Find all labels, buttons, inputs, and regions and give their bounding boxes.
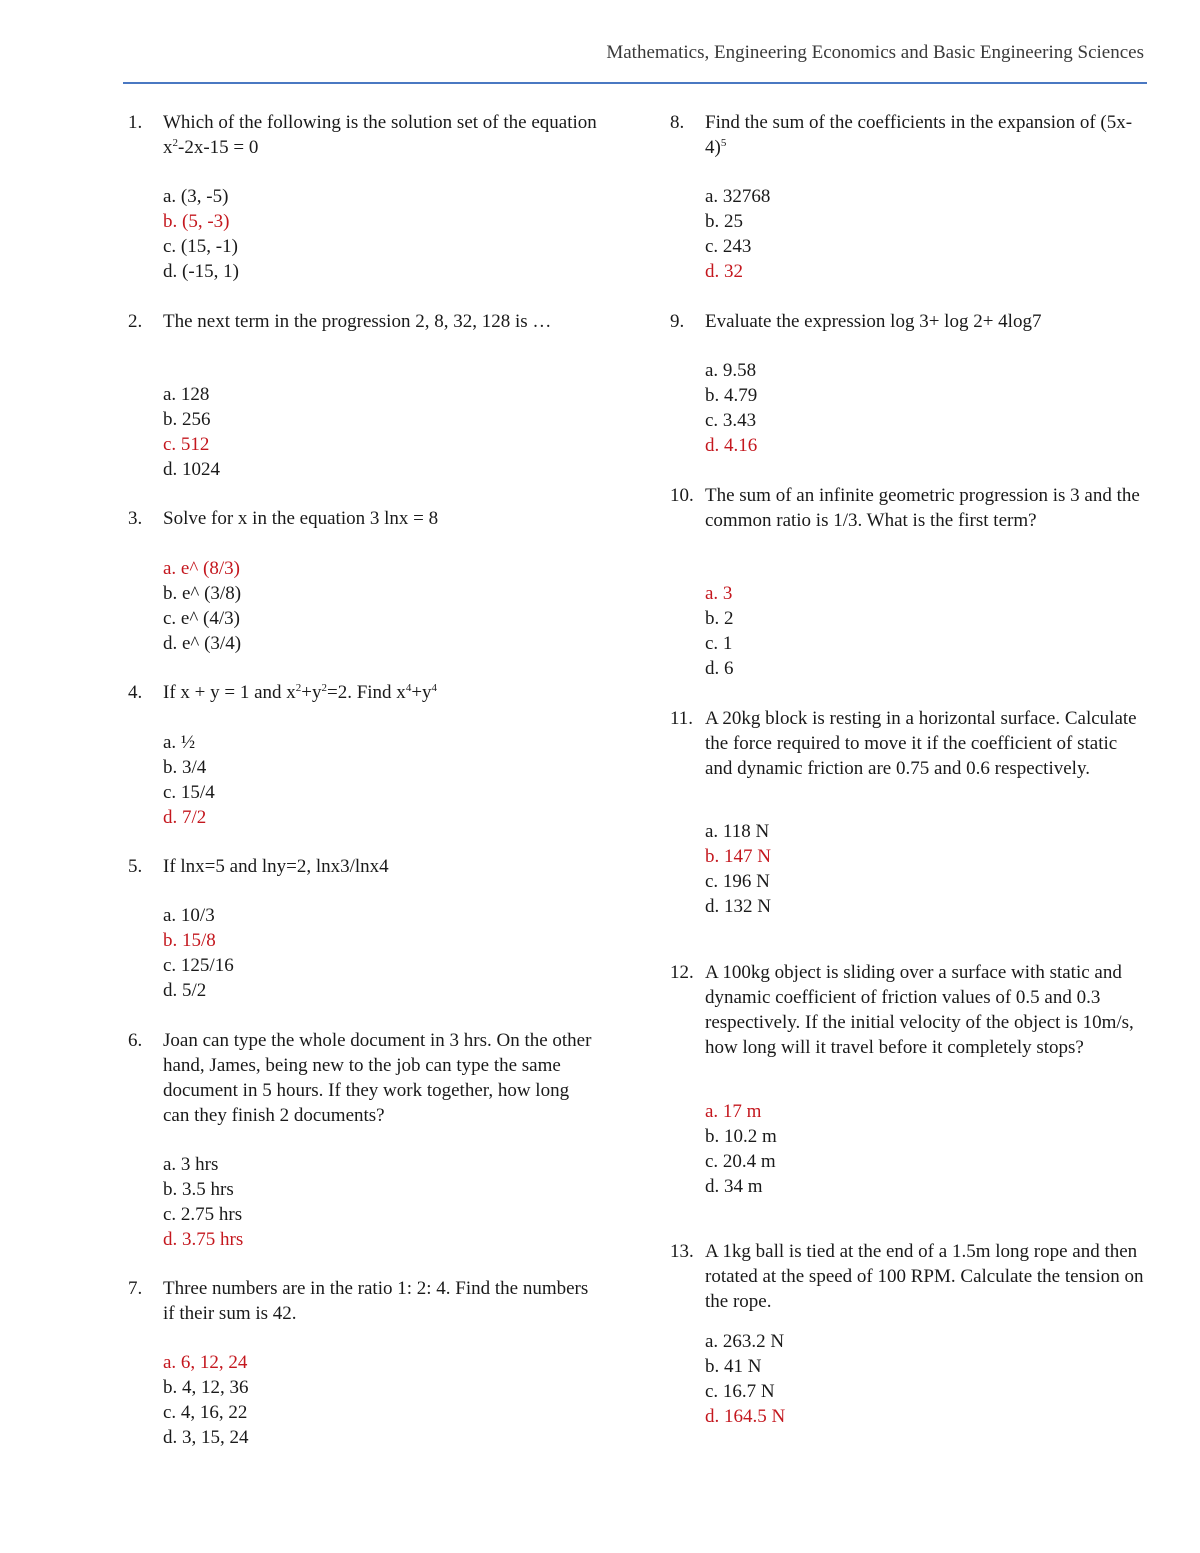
- option-correct[interactable]: d. 32: [705, 261, 743, 282]
- question-number: 4.: [128, 682, 143, 703]
- options-7: [163, 1350, 249, 1450]
- option[interactable]: c. 3.43: [705, 410, 757, 431]
- question-number: 7.: [128, 1278, 143, 1299]
- question-7: [128, 1276, 598, 1326]
- option[interactable]: a. (3, -5): [163, 186, 229, 207]
- option-correct[interactable]: b. (5, -3): [163, 211, 230, 232]
- question-text: Joan can type the whole document in 3 hrs. On the other hand, James, being new to the job can type the same document in 5 hours. If they work together, how long can they finish 2 documents?: [163, 1030, 592, 1126]
- question-text: Evaluate the expression log 3+ log 2+ 4log7: [705, 311, 1042, 332]
- option[interactable]: b. 41 N: [705, 1356, 762, 1377]
- option-correct[interactable]: a. 6, 12, 24: [163, 1352, 248, 1373]
- question-text: The next term in the progression 2, 8, 32, 128 is …: [163, 311, 552, 332]
- question-text: A 1kg ball is tied at the end of a 1.5m long rope and then rotated at the speed of 100 RPM. Calculate the tension on the rope.: [705, 1241, 1144, 1312]
- option[interactable]: a. ½: [163, 732, 196, 753]
- question-text: Solve for x in the equation 3 lnx = 8: [163, 508, 439, 529]
- question-number: 3.: [128, 508, 143, 529]
- question-number: 10.: [670, 485, 694, 506]
- options-13: [705, 1329, 785, 1429]
- option[interactable]: c. 2.75 hrs: [163, 1204, 243, 1225]
- option-correct[interactable]: a. 3: [705, 583, 733, 604]
- question-number: 12.: [670, 962, 694, 983]
- option[interactable]: d. 1024: [163, 459, 220, 480]
- option[interactable]: c. 1: [705, 633, 733, 654]
- option[interactable]: b. 3.5 hrs: [163, 1179, 234, 1200]
- question-10: [670, 483, 1145, 533]
- option[interactable]: b. 25: [705, 211, 743, 232]
- options-1: [163, 184, 239, 284]
- options-12: [705, 1099, 777, 1199]
- option[interactable]: a. 128: [163, 384, 210, 405]
- question-number: 6.: [128, 1030, 143, 1051]
- options-11: [705, 819, 771, 919]
- option[interactable]: a. 3 hrs: [163, 1154, 219, 1175]
- option[interactable]: d. 34 m: [705, 1176, 763, 1197]
- option-correct[interactable]: d. 7/2: [163, 807, 207, 828]
- option[interactable]: c. 15/4: [163, 782, 215, 803]
- question-number: 2.: [128, 311, 143, 332]
- question-number: 8.: [670, 112, 685, 133]
- options-8: [705, 184, 770, 284]
- question-number: 9.: [670, 311, 685, 332]
- question-text: Find the sum of the coefficients in the expansion of $(5x-4)^5$: [705, 112, 1133, 158]
- option[interactable]: c. 243: [705, 236, 752, 257]
- question-text: Three numbers are in the ratio 1: 2: 4. Find the numbers if their sum is 42.: [163, 1278, 589, 1324]
- option[interactable]: b. e^ (3/8): [163, 583, 242, 604]
- option[interactable]: b. 10.2 m: [705, 1126, 777, 1147]
- option[interactable]: b. 4.79: [705, 385, 758, 406]
- option[interactable]: d. 132 N: [705, 896, 771, 917]
- option-correct[interactable]: d. 164.5 N: [705, 1406, 786, 1427]
- option[interactable]: d. 6: [705, 658, 734, 679]
- question-1: [128, 110, 598, 160]
- options-4: [163, 730, 215, 830]
- question-number: 1.: [128, 112, 143, 133]
- header-divider: [123, 82, 1147, 84]
- question-11: [670, 706, 1145, 781]
- question-text: A 100kg object is sliding over a surface with static and dynamic coefficient of friction values of 0.5 and 0.3 respectively. If the initial velocity of the object is 10m/s, how long will it travel before it completely stops?: [705, 962, 1134, 1058]
- question-3: [128, 506, 598, 531]
- option[interactable]: c. e^ (4/3): [163, 608, 240, 629]
- option-correct[interactable]: d. 3.75 hrs: [163, 1229, 244, 1250]
- question-6: [128, 1028, 598, 1128]
- question-8: [670, 110, 1145, 160]
- page-header-title: Mathematics, Engineering Economics and Basic Engineering Sciences: [606, 42, 1144, 63]
- option[interactable]: a. 32768: [705, 186, 771, 207]
- option[interactable]: c. (15, -1): [163, 236, 238, 257]
- option[interactable]: b. 4, 12, 36: [163, 1377, 249, 1398]
- question-12: [670, 960, 1145, 1060]
- options-2: [163, 382, 220, 482]
- question-2: [128, 309, 598, 334]
- option[interactable]: c. 4, 16, 22: [163, 1402, 248, 1423]
- option-correct[interactable]: c. 512: [163, 434, 210, 455]
- option[interactable]: d. (-15, 1): [163, 261, 239, 282]
- option[interactable]: c. 16.7 N: [705, 1381, 775, 1402]
- question-text: If x + y = 1 and $x^2+y^2=2$. Find $x^4+y^4$: [163, 682, 438, 703]
- question-text: If lnx=5 and lny=2, lnx3/lnx4: [163, 856, 389, 877]
- option[interactable]: a. 10/3: [163, 905, 215, 926]
- option-correct[interactable]: a. 17 m: [705, 1101, 762, 1122]
- option[interactable]: d. 5/2: [163, 980, 207, 1001]
- option[interactable]: a. 9.58: [705, 360, 757, 381]
- option[interactable]: c. 20.4 m: [705, 1151, 776, 1172]
- question-5: [128, 854, 598, 879]
- option[interactable]: b. 3/4: [163, 757, 207, 778]
- option[interactable]: d. 3, 15, 24: [163, 1427, 249, 1448]
- question-9: [670, 309, 1145, 334]
- question-text: A 20kg block is resting in a horizontal surface. Calculate the force required to move it if the coefficient of static and dynamic friction are 0.75 and 0.6 respectively.: [705, 708, 1137, 779]
- options-9: [705, 358, 757, 458]
- option-correct[interactable]: b. 15/8: [163, 930, 216, 951]
- question-13: [670, 1239, 1145, 1314]
- option[interactable]: b. 2: [705, 608, 734, 629]
- option[interactable]: c. 125/16: [163, 955, 234, 976]
- question-number: 11.: [670, 708, 694, 729]
- option[interactable]: a. 263.2 N: [705, 1331, 785, 1352]
- question-text: Which of the following is the solution set of the equation $x^2-2x-15 = 0$: [163, 112, 597, 158]
- question-text: The sum of an infinite geometric progression is 3 and the common ratio is 1/3. What is the first term?: [705, 485, 1140, 531]
- option[interactable]: c. 196 N: [705, 871, 770, 892]
- option-correct[interactable]: a. e^ (8/3): [163, 558, 240, 579]
- options-6: [163, 1152, 243, 1252]
- options-5: [163, 903, 234, 1003]
- question-number: 13.: [670, 1241, 694, 1262]
- options-3: [163, 556, 241, 656]
- option[interactable]: b. 256: [163, 409, 211, 430]
- option[interactable]: d. e^ (3/4): [163, 633, 242, 654]
- option-correct[interactable]: d. 4.16: [705, 435, 758, 456]
- option-correct[interactable]: b. 147 N: [705, 846, 771, 867]
- question-4: [128, 680, 598, 705]
- option[interactable]: a. 118 N: [705, 821, 770, 842]
- options-10: [705, 581, 734, 681]
- question-number: 5.: [128, 856, 143, 877]
